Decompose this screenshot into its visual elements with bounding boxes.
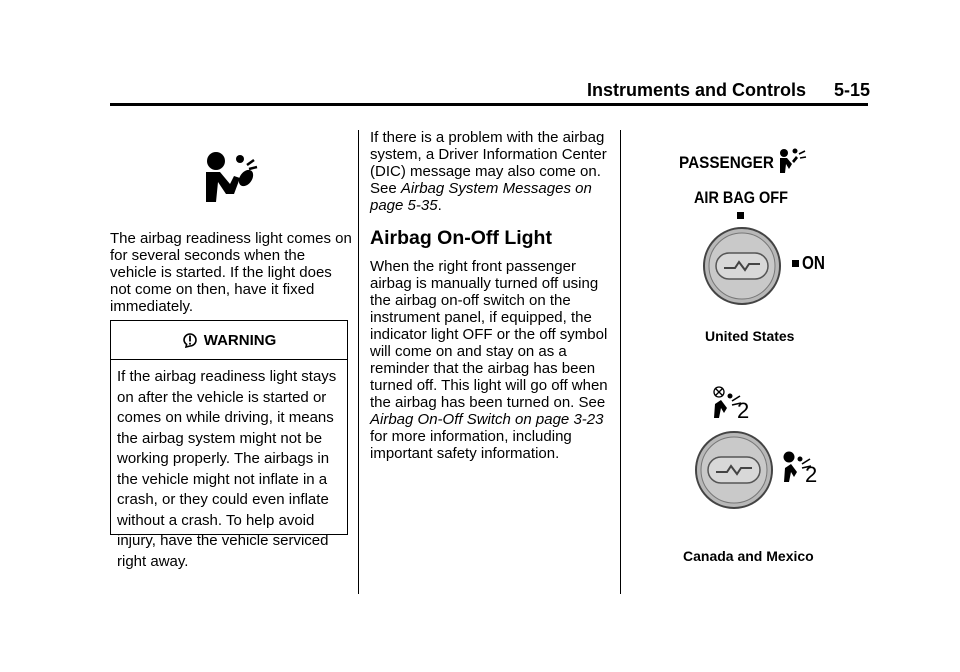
warning-rule bbox=[111, 359, 347, 360]
warning-icon bbox=[182, 332, 198, 348]
figure-united-states bbox=[676, 146, 846, 316]
column-divider bbox=[358, 130, 359, 594]
cross-reference-link[interactable]: Airbag On-Off Switch on page 3-23 bbox=[370, 411, 604, 428]
column-divider bbox=[620, 130, 621, 594]
warning-title: WARNING bbox=[203, 331, 277, 349]
paragraph bbox=[370, 258, 610, 462]
paragraph-text: . bbox=[437, 197, 442, 214]
paragraph-text: for more information, including important safety information. bbox=[370, 428, 572, 462]
on-indicator-square bbox=[792, 260, 799, 267]
running-header bbox=[560, 80, 870, 101]
on-label: ON bbox=[802, 253, 825, 273]
warning-heading bbox=[111, 321, 347, 359]
off-position-number: 2 bbox=[737, 398, 750, 423]
cross-reference-link[interactable]: Airbag System Messages on page 5-35 bbox=[370, 180, 592, 214]
passenger-airbag-icon bbox=[778, 146, 808, 174]
figure-caption: United States bbox=[705, 328, 795, 344]
section-heading: Airbag On-Off Light bbox=[370, 227, 552, 249]
passenger-label: PASSENGER bbox=[679, 153, 774, 172]
paragraph: The airbag readiness light comes on for several seconds when the vehicle is started. If the light does not come on then, have it fixed immediately. bbox=[110, 230, 352, 315]
warning-box bbox=[110, 320, 348, 570]
airbag-readiness-icon bbox=[200, 148, 260, 208]
section-title: Instruments and Controls bbox=[586, 80, 806, 100]
on-position-number: 2 bbox=[805, 462, 818, 487]
paragraph-text: When the right front passenger airbag is manually turned off using the airbag on-off switch on the instrument panel, if equipped, the indicator light OFF or the off symbol will come on and stay on as a reminder that the airbag has been turned off. This light will go off when the airbag has been turned on. See bbox=[370, 258, 608, 411]
air-bag-off-label: AIR BAG OFF bbox=[694, 188, 788, 207]
header-rule bbox=[110, 103, 868, 106]
airbag-switch bbox=[694, 430, 774, 510]
column-1 bbox=[110, 230, 352, 315]
figure-caption: Canada and Mexico bbox=[683, 548, 814, 564]
warning-text: If the airbag readiness light stays on after the vehicle is started or comes on while driving, it means the airbag system might not be working properly. The airbags in the vehicle might not inflate in a crash, or they could even inflate without a crash. To help avoid injury, have the vehicle serviced right away. bbox=[117, 368, 337, 570]
airbag-switch bbox=[702, 226, 782, 306]
paragraph-text: If there is a problem with the airbag system, a Driver Information Center (DIC) message may also come on. See bbox=[370, 129, 607, 197]
off-indicator-square bbox=[737, 212, 744, 219]
column-2 bbox=[370, 129, 610, 462]
paragraph bbox=[370, 129, 610, 214]
page-number: 5-15 bbox=[833, 80, 870, 100]
